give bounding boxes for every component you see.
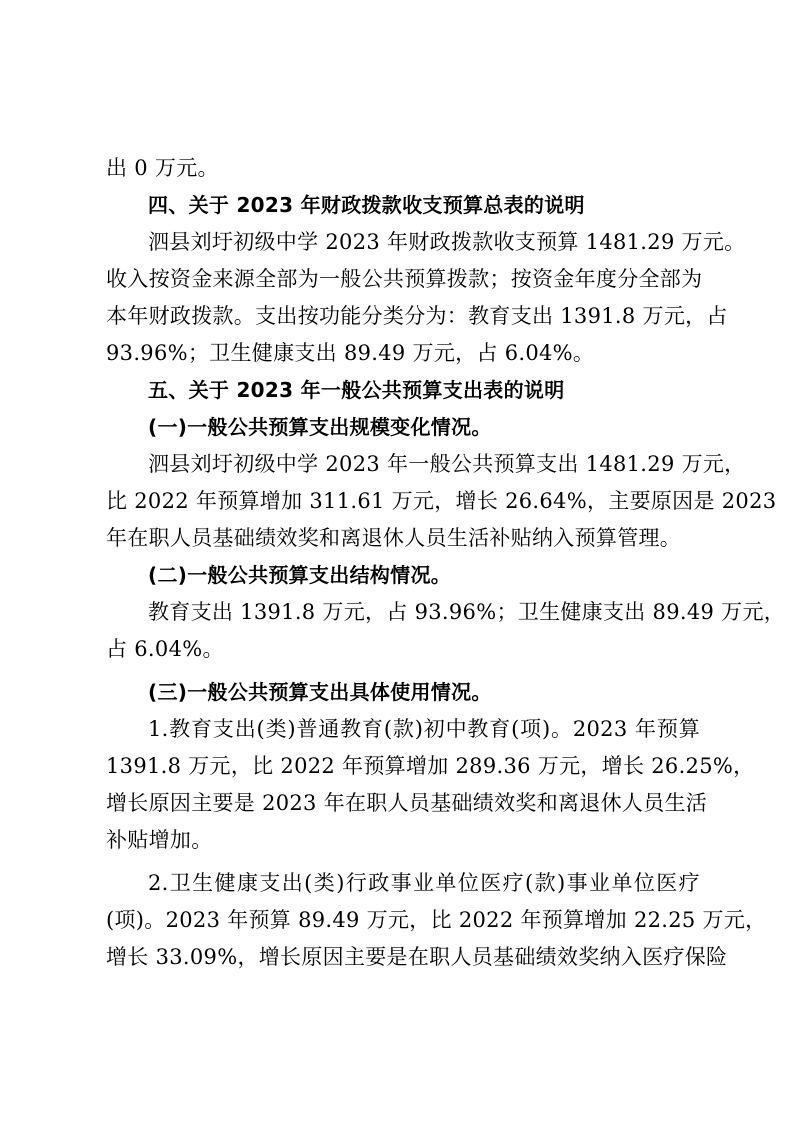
paragraph-line: 占 6.04%。 [106, 637, 224, 661]
paragraph-line: 1391.8 万元，比 2022 年预算增加 289.36 万元，增长 26.25%， [106, 754, 755, 778]
paragraph-line: 泗县刘圩初级中学 2023 年财政拨款收支预算 1481.29 万元。 [148, 230, 746, 254]
paragraph-line: 2.卫生健康支出(类)行政事业单位医疗(款)事业单位医疗 [148, 871, 700, 895]
subsection-heading-one: (一)一般公共预算支出规模变化情况。 [148, 415, 492, 439]
paragraph-tail: 出 0 万元。 [106, 156, 219, 180]
paragraph-line: 教育支出 1391.8 万元，占 93.96%；卫生健康支出 89.49 万元， [148, 600, 786, 624]
paragraph-line: 增长 33.09%，增长原因主要是在职人员基础绩效奖纳入医疗保险 [106, 945, 728, 969]
paragraph-line: 泗县刘圩初级中学 2023 年一般公共预算支出 1481.29 万元， [148, 452, 746, 476]
paragraph-line: 93.96%；卫生健康支出 89.49 万元，占 6.04%。 [106, 341, 595, 365]
paragraph-line: 年在职人员基础绩效奖和离退休人员生活补贴纳入预算管理。 [106, 526, 682, 550]
paragraph-line: 收入按资金来源全部为一般公共预算拨款；按资金年度分全部为 [106, 267, 703, 291]
subsection-heading-three: (三)一般公共预算支出具体使用情况。 [148, 680, 492, 704]
section-heading-four: 四、关于 2023 年财政拨款收支预算总表的说明 [148, 193, 585, 217]
paragraph-line: 补贴增加。 [106, 828, 213, 852]
document-page [106, 150, 786, 976]
subsection-heading-two: (二)一般公共预算支出结构情况。 [148, 563, 452, 587]
paragraph-line: 1.教育支出(类)普通教育(款)初中教育(项)。2023 年预算 [148, 717, 700, 741]
paragraph-line: 增长原因主要是 2023 年在职人员基础绩效奖和离退休人员生活 [106, 791, 708, 815]
paragraph-line: (项)。2023 年预算 89.49 万元，比 2022 年预算增加 22.25 万元， [106, 908, 767, 932]
section-heading-five: 五、关于 2023 年一般公共预算支出表的说明 [148, 378, 565, 402]
paragraph-line: 本年财政拨款。支出按功能分类分为：教育支出 1391.8 万元，占 [106, 304, 728, 328]
paragraph-line: 比 2022 年预算增加 311.61 万元，增长 26.64%，主要原因是 2023 [106, 489, 777, 513]
